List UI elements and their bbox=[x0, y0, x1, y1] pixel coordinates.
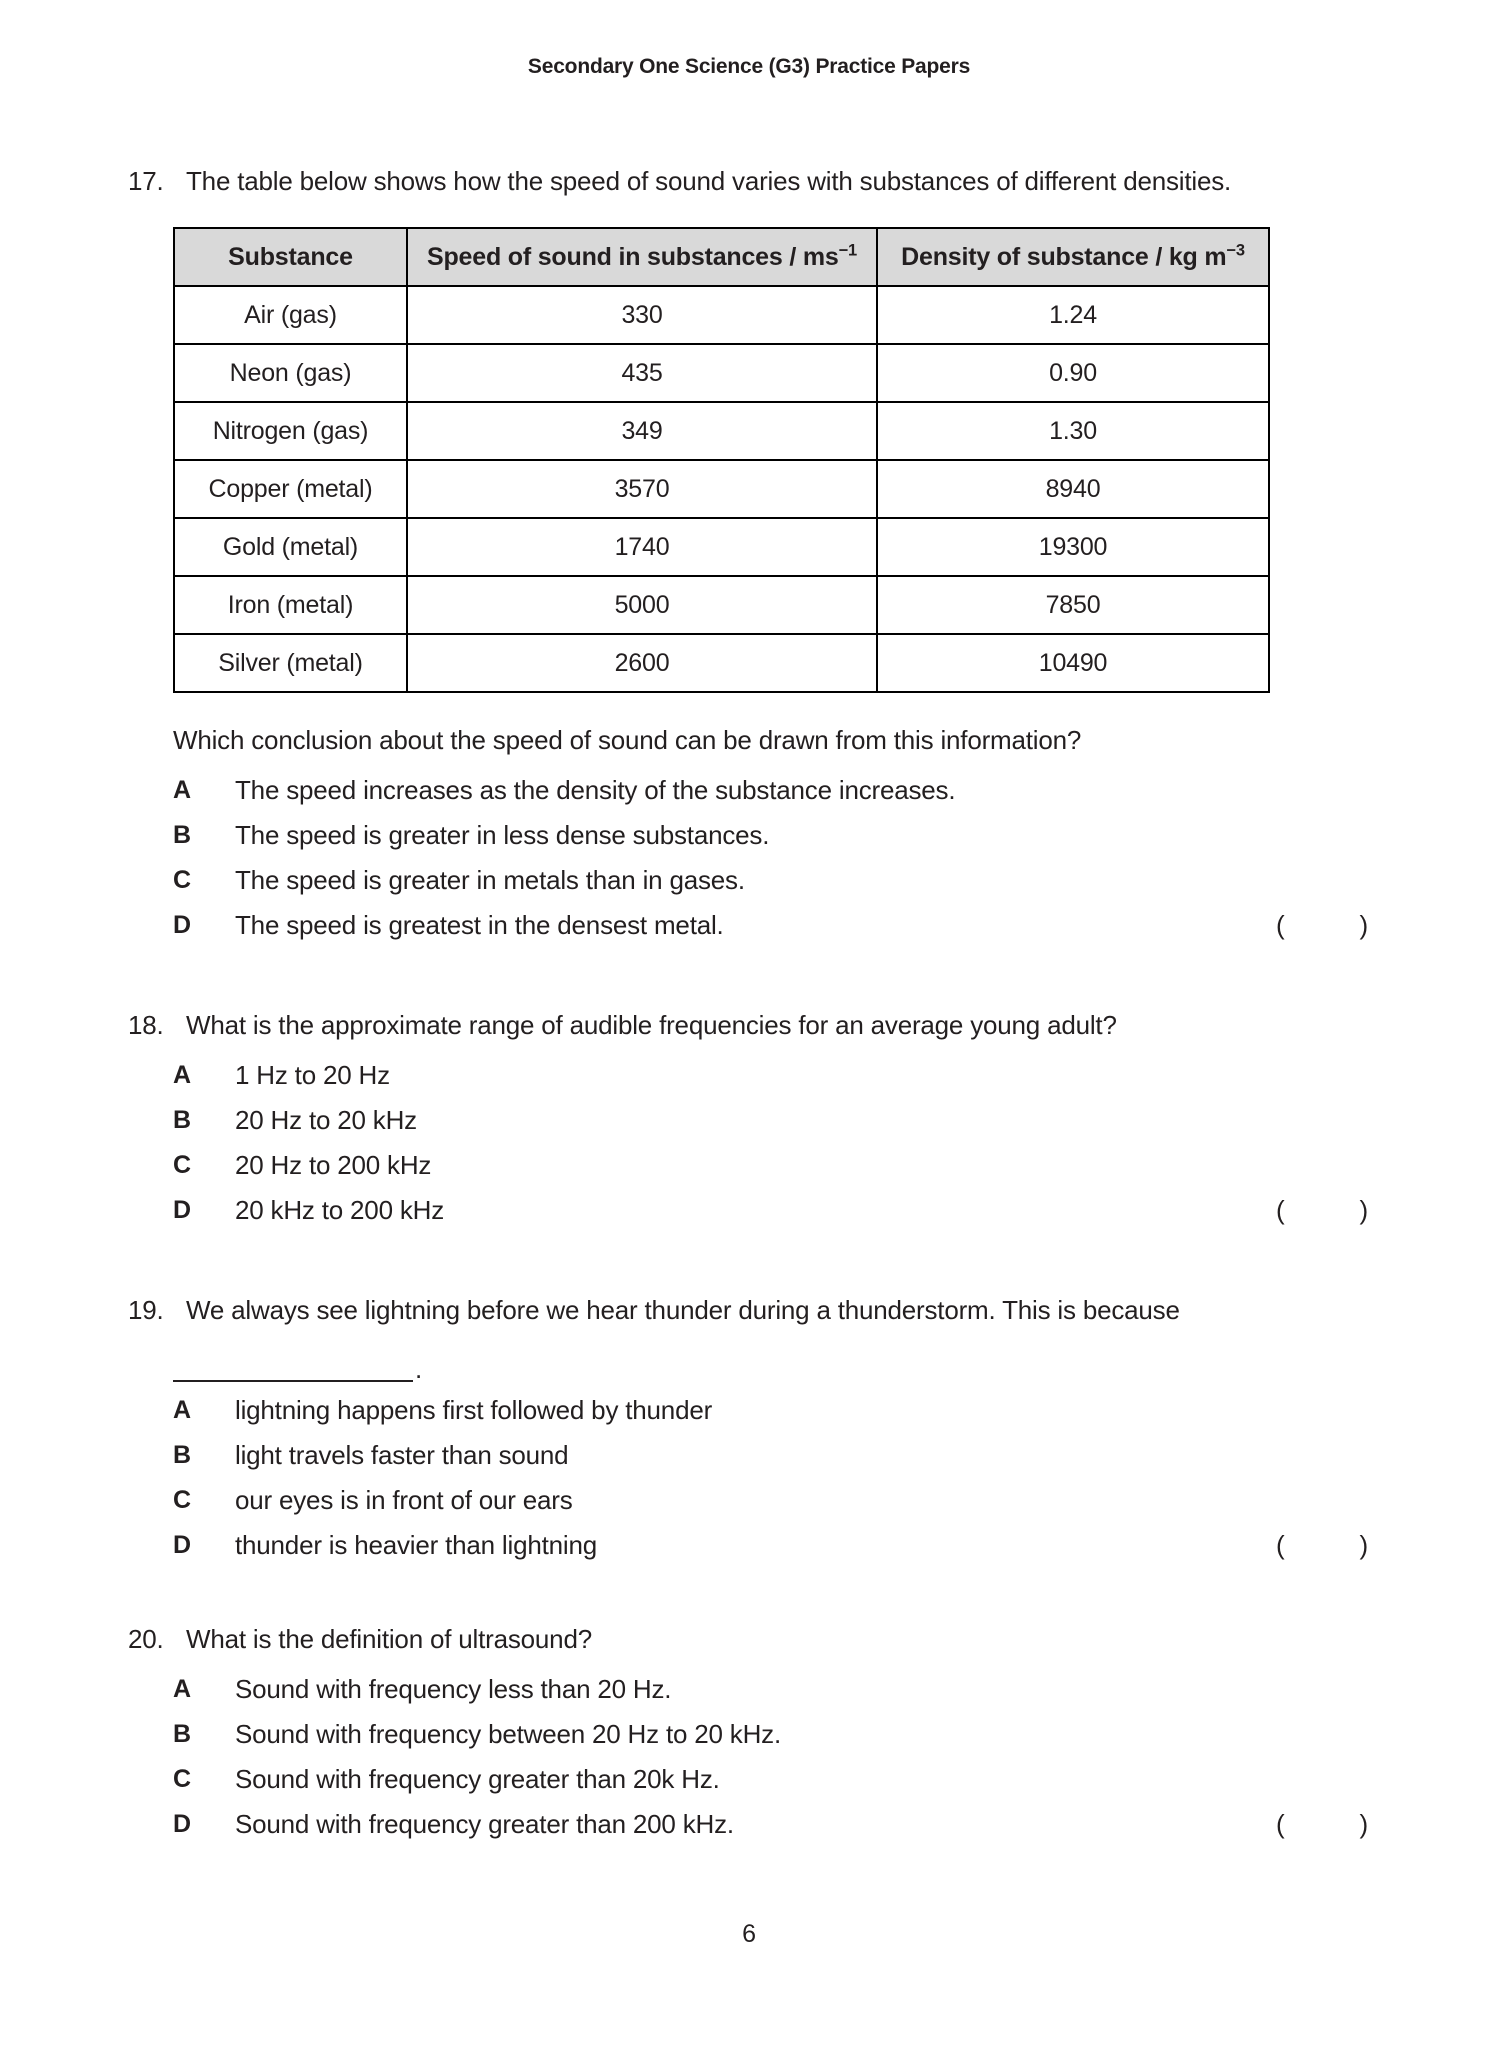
question-19-blank-terminator: . bbox=[415, 1354, 423, 1384]
answer-bracket-close: ) bbox=[1359, 1809, 1368, 1839]
column-header-density-exponent: −3 bbox=[1226, 241, 1245, 260]
cell-speed: 435 bbox=[407, 344, 877, 402]
option-c-text: Sound with frequency greater than 20k Hz. bbox=[235, 1764, 720, 1794]
cell-density: 1.30 bbox=[877, 402, 1269, 460]
cell-density: 7850 bbox=[877, 576, 1269, 634]
answer-bracket-close: ) bbox=[1359, 1195, 1368, 1225]
option-a-text: 1 Hz to 20 Hz bbox=[235, 1060, 390, 1090]
cell-speed: 349 bbox=[407, 402, 877, 460]
cell-speed: 1740 bbox=[407, 518, 877, 576]
table-row bbox=[174, 460, 1269, 518]
option-a-letter: A bbox=[173, 776, 191, 804]
option-a[interactable] bbox=[173, 1388, 1368, 1433]
table-row bbox=[174, 634, 1269, 692]
cell-density: 1.24 bbox=[877, 286, 1269, 344]
cell-speed: 5000 bbox=[407, 576, 877, 634]
question-19 bbox=[128, 1289, 1368, 1568]
question-20 bbox=[128, 1618, 1368, 1847]
answer-bracket[interactable] bbox=[1276, 1802, 1368, 1847]
column-header-density bbox=[877, 228, 1269, 286]
cell-substance: Gold (metal) bbox=[174, 518, 407, 576]
speed-of-sound-table bbox=[173, 227, 1270, 693]
option-d-letter: D bbox=[173, 911, 191, 939]
answer-bracket[interactable] bbox=[1276, 1523, 1368, 1568]
question-17-prompt: Which conclusion about the speed of sound can be drawn from this information? bbox=[173, 725, 1082, 755]
cell-substance: Silver (metal) bbox=[174, 634, 407, 692]
page-number: 6 bbox=[742, 1920, 756, 1948]
column-header-speed-exponent: −1 bbox=[838, 241, 857, 260]
answer-bracket-open: ( bbox=[1276, 1195, 1285, 1225]
option-d-letter: D bbox=[173, 1810, 191, 1838]
question-17-options bbox=[173, 768, 1368, 948]
option-c-text: The speed is greater in metals than in gases. bbox=[235, 865, 745, 895]
option-c-letter: C bbox=[173, 1765, 191, 1793]
question-18-number: 18. bbox=[128, 1010, 164, 1040]
question-18 bbox=[128, 1004, 1368, 1233]
answer-bracket[interactable] bbox=[1276, 903, 1368, 948]
column-header-substance bbox=[174, 228, 407, 286]
option-b-letter: B bbox=[173, 1106, 191, 1134]
cell-density: 19300 bbox=[877, 518, 1269, 576]
option-c-letter: C bbox=[173, 866, 191, 894]
answer-bracket[interactable] bbox=[1276, 1188, 1368, 1233]
option-a-letter: A bbox=[173, 1061, 191, 1089]
question-18-heading bbox=[128, 1004, 1368, 1047]
question-20-number: 20. bbox=[128, 1624, 164, 1654]
page-content bbox=[128, 160, 1368, 1857]
table-row bbox=[174, 402, 1269, 460]
question-20-stem: What is the definition of ultrasound? bbox=[186, 1624, 592, 1654]
question-20-heading bbox=[128, 1618, 1368, 1661]
option-b-letter: B bbox=[173, 1441, 191, 1469]
option-b-text: Sound with frequency between 20 Hz to 20 kHz. bbox=[235, 1719, 781, 1749]
spacer bbox=[128, 958, 1368, 1004]
option-d-letter: D bbox=[173, 1196, 191, 1224]
table-row bbox=[174, 344, 1269, 402]
option-d-text: thunder is heavier than lightning bbox=[235, 1530, 597, 1560]
option-d[interactable] bbox=[173, 1523, 1368, 1568]
question-19-number: 19. bbox=[128, 1295, 164, 1325]
option-b-text: 20 Hz to 20 kHz bbox=[235, 1105, 417, 1135]
option-a-text: lightning happens first followed by thunder bbox=[235, 1395, 713, 1425]
cell-speed: 3570 bbox=[407, 460, 877, 518]
table-row bbox=[174, 518, 1269, 576]
option-d[interactable] bbox=[173, 903, 1368, 948]
answer-bracket-close: ) bbox=[1359, 910, 1368, 940]
column-header-substance-label: Substance bbox=[228, 242, 353, 271]
question-20-options bbox=[173, 1667, 1368, 1847]
question-19-heading bbox=[128, 1289, 1368, 1332]
question-17-number: 17. bbox=[128, 166, 164, 196]
option-b-text: The speed is greater in less dense substances. bbox=[235, 820, 770, 850]
spacer bbox=[128, 1578, 1368, 1618]
question-17-heading bbox=[128, 160, 1368, 203]
option-c-text: our eyes is in front of our ears bbox=[235, 1485, 573, 1515]
running-head: Secondary One Science (G3) Practice Papers bbox=[527, 55, 971, 78]
option-a-letter: A bbox=[173, 1396, 191, 1424]
cell-substance: Iron (metal) bbox=[174, 576, 407, 634]
option-b[interactable] bbox=[173, 1433, 1368, 1478]
cell-substance: Air (gas) bbox=[174, 286, 407, 344]
column-header-density-label: Density of substance / kg m bbox=[901, 242, 1227, 271]
cell-substance: Nitrogen (gas) bbox=[174, 402, 407, 460]
answer-bracket-open: ( bbox=[1276, 1809, 1285, 1839]
cell-density: 8940 bbox=[877, 460, 1269, 518]
option-b[interactable] bbox=[173, 813, 1368, 858]
answer-bracket-open: ( bbox=[1276, 910, 1285, 940]
cell-speed: 330 bbox=[407, 286, 877, 344]
question-18-options bbox=[173, 1053, 1368, 1233]
cell-speed: 2600 bbox=[407, 634, 877, 692]
question-17 bbox=[128, 160, 1368, 948]
column-header-speed bbox=[407, 228, 877, 286]
question-17-stem: The table below shows how the speed of sound varies with substances of different densities. bbox=[186, 166, 1232, 196]
table-row bbox=[174, 576, 1269, 634]
option-d[interactable] bbox=[173, 1188, 1368, 1233]
cell-density: 0.90 bbox=[877, 344, 1269, 402]
option-c-letter: C bbox=[173, 1151, 191, 1179]
option-d[interactable] bbox=[173, 1802, 1368, 1847]
option-a-text: The speed increases as the density of the substance increases. bbox=[235, 775, 956, 805]
question-19-blank-row bbox=[173, 1338, 1368, 1382]
question-19-options bbox=[173, 1388, 1368, 1568]
question-19-stem: We always see lightning before we hear thunder during a thunderstorm. This is because bbox=[186, 1295, 1180, 1325]
fill-in-blank-rule[interactable] bbox=[173, 1354, 413, 1382]
option-b[interactable] bbox=[173, 1712, 1368, 1757]
option-b-letter: B bbox=[173, 1720, 191, 1748]
question-18-stem: What is the approximate range of audible frequencies for an average young adult? bbox=[186, 1010, 1117, 1040]
cell-density: 10490 bbox=[877, 634, 1269, 692]
table-row bbox=[174, 286, 1269, 344]
option-a[interactable] bbox=[173, 1053, 1368, 1098]
option-b[interactable] bbox=[173, 1098, 1368, 1143]
spacer bbox=[128, 1243, 1368, 1289]
table-header-row bbox=[174, 228, 1269, 286]
speed-of-sound-table-wrapper bbox=[173, 227, 1368, 693]
option-b-letter: B bbox=[173, 821, 191, 849]
answer-bracket-open: ( bbox=[1276, 1530, 1285, 1560]
option-d-text: The speed is greatest in the densest metal. bbox=[235, 910, 724, 940]
option-c[interactable] bbox=[173, 858, 1368, 903]
answer-bracket-close: ) bbox=[1359, 1530, 1368, 1560]
option-c-text: 20 Hz to 200 kHz bbox=[235, 1150, 432, 1180]
option-a-letter: A bbox=[173, 1675, 191, 1703]
option-d-letter: D bbox=[173, 1531, 191, 1559]
option-a[interactable] bbox=[173, 1667, 1368, 1712]
option-d-text: 20 kHz to 200 kHz bbox=[235, 1195, 445, 1225]
option-d-text: Sound with frequency greater than 200 kHz. bbox=[235, 1809, 734, 1839]
cell-substance: Neon (gas) bbox=[174, 344, 407, 402]
option-c-letter: C bbox=[173, 1486, 191, 1514]
option-c[interactable] bbox=[173, 1143, 1368, 1188]
option-c[interactable] bbox=[173, 1757, 1368, 1802]
column-header-speed-label: Speed of sound in substances / ms bbox=[427, 242, 839, 271]
option-c[interactable] bbox=[173, 1478, 1368, 1523]
cell-substance: Copper (metal) bbox=[174, 460, 407, 518]
option-b-text: light travels faster than sound bbox=[235, 1440, 569, 1470]
option-a[interactable] bbox=[173, 768, 1368, 813]
option-a-text: Sound with frequency less than 20 Hz. bbox=[235, 1674, 672, 1704]
